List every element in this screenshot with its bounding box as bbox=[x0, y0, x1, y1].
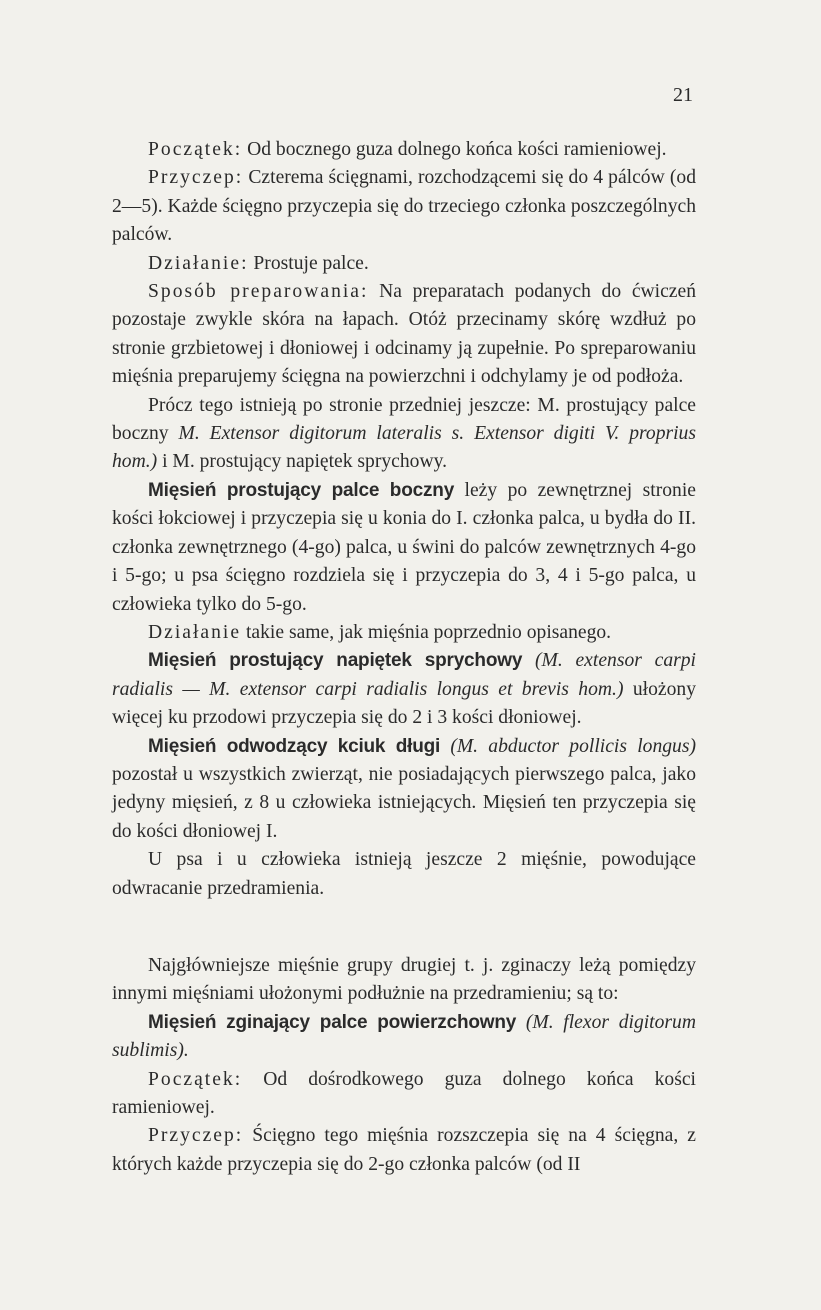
body-text: Prostuje palce. bbox=[248, 252, 369, 274]
body-text bbox=[522, 650, 535, 671]
paragraph bbox=[112, 1066, 696, 1123]
muscle-name: Mięsień odwodzący kciuk długi bbox=[148, 735, 441, 757]
body-text: takie same, jak mięśnia poprzednio opisanego. bbox=[241, 621, 612, 643]
spaced-heading: Sposób preparowania: bbox=[148, 281, 369, 303]
paragraph bbox=[112, 278, 696, 392]
paragraph bbox=[112, 392, 696, 477]
body-text: pozostał u wszystkich zwierząt, nie posiadających pierwszego palca, jako jedyny mięsień, z 8 u człowieka istniejących. Mięsień ten przyczepia się do kości dłoniowej I. bbox=[112, 763, 696, 842]
paragraph bbox=[112, 477, 696, 619]
paragraph bbox=[112, 1122, 696, 1179]
spaced-heading: Początek: bbox=[148, 139, 243, 160]
latin-term: M. Extensor digitorum lateralis s. Extensor digiti V. proprius hom.) bbox=[112, 423, 696, 473]
paragraph bbox=[112, 164, 696, 249]
text-section-1 bbox=[112, 136, 696, 903]
muscle-name: Mięsień zginający palce powierzchowny bbox=[148, 1011, 517, 1033]
body-text: Od dośrodkowego guza dolnego końca kości ramieniowej. bbox=[112, 1068, 696, 1119]
body-text: leży po zewnętrznej stronie kości łokciowej i przyczepia się u konia do I. członka palca, u bydła do II. członka zewnętrznego (4-go) palca, u świni do palców zewnętrznych 4-go i 5-go; u psa ścięgno rozdziela się i przyczepia do 3, 4 i 5-go palca, u człowieka tylko do 5-go. bbox=[112, 479, 696, 615]
paragraph bbox=[112, 1009, 696, 1066]
text-section-2 bbox=[112, 952, 696, 1179]
body-text: Prócz tego istnieją po stronie przedniej jeszcze: M. prostujący palce boczny bbox=[112, 394, 696, 445]
latin-term: (M. abductor pollicis longus) bbox=[450, 735, 696, 757]
paragraph bbox=[112, 733, 696, 847]
body-text bbox=[440, 736, 450, 757]
paragraph bbox=[112, 647, 696, 732]
paragraph bbox=[112, 136, 696, 164]
muscle-name: Mięsień prostujący palce boczny bbox=[148, 479, 455, 501]
spaced-heading: Przyczep: bbox=[148, 167, 244, 189]
body-text: U psa i u człowieka istnieją jeszcze 2 mięśnie, powodujące odwracanie przedramienia. bbox=[112, 849, 696, 899]
spaced-heading: Początek: bbox=[148, 1068, 243, 1090]
body-text: i M. prostujący napiętek sprychowy. bbox=[157, 451, 448, 473]
body-text: Najgłówniejsze mięśnie grupy drugiej t. j. zginaczy leżą pomiędzy innymi mięśniami ułożonymi podłużnie na przedramieniu; są to: bbox=[112, 955, 696, 1005]
latin-term: (M. flexor digitorum sublimis). bbox=[112, 1011, 696, 1062]
paragraph bbox=[112, 846, 696, 903]
paragraph bbox=[112, 619, 696, 647]
body-text: Czterema ścięgnami, rozchodzącemi się do 4 pálców (od 2—5). Każde ścięgno przyczepia się do trzeciego członka poszczególnych palców. bbox=[112, 167, 696, 246]
body-text: Ścięgno tego mięśnia rozszczepia się na 4 ścięgna, z których każde przyczepia się do 2-go członka palców (od II bbox=[112, 1125, 696, 1175]
body-text: Na preparatach podanych do ćwiczeń pozostaje zwykle skóra na łapach. Otóż przecinamy skórę wzdłuż po stronie grzbietowej i dłoniowej i odcinamy ją zupełnie. Po spreparowaniu mięśnia preparujemy ścięgna na powierzchni i odchylamy je od podłoża. bbox=[112, 281, 696, 388]
spaced-heading: Przyczep: bbox=[148, 1125, 244, 1147]
body-text: ułożony więcej ku przodowi przyczepia się do 2 i 3 kości dłoniowej. bbox=[112, 678, 696, 729]
spaced-heading: Działanie: bbox=[148, 252, 249, 274]
paragraph bbox=[112, 250, 696, 278]
paragraph bbox=[112, 952, 696, 1009]
body-text bbox=[516, 1012, 526, 1033]
latin-term: (M. extensor carpi radialis — M. extensor carpi radialis longus et brevis hom.) bbox=[112, 650, 696, 700]
body-text: Od bocznego guza dolnego końca kości ramieniowej. bbox=[242, 139, 667, 160]
spaced-heading: Działanie bbox=[148, 621, 242, 643]
page-number: 21 bbox=[673, 84, 693, 106]
muscle-name: Mięsień prostujący napiętek sprychowy bbox=[148, 650, 523, 672]
